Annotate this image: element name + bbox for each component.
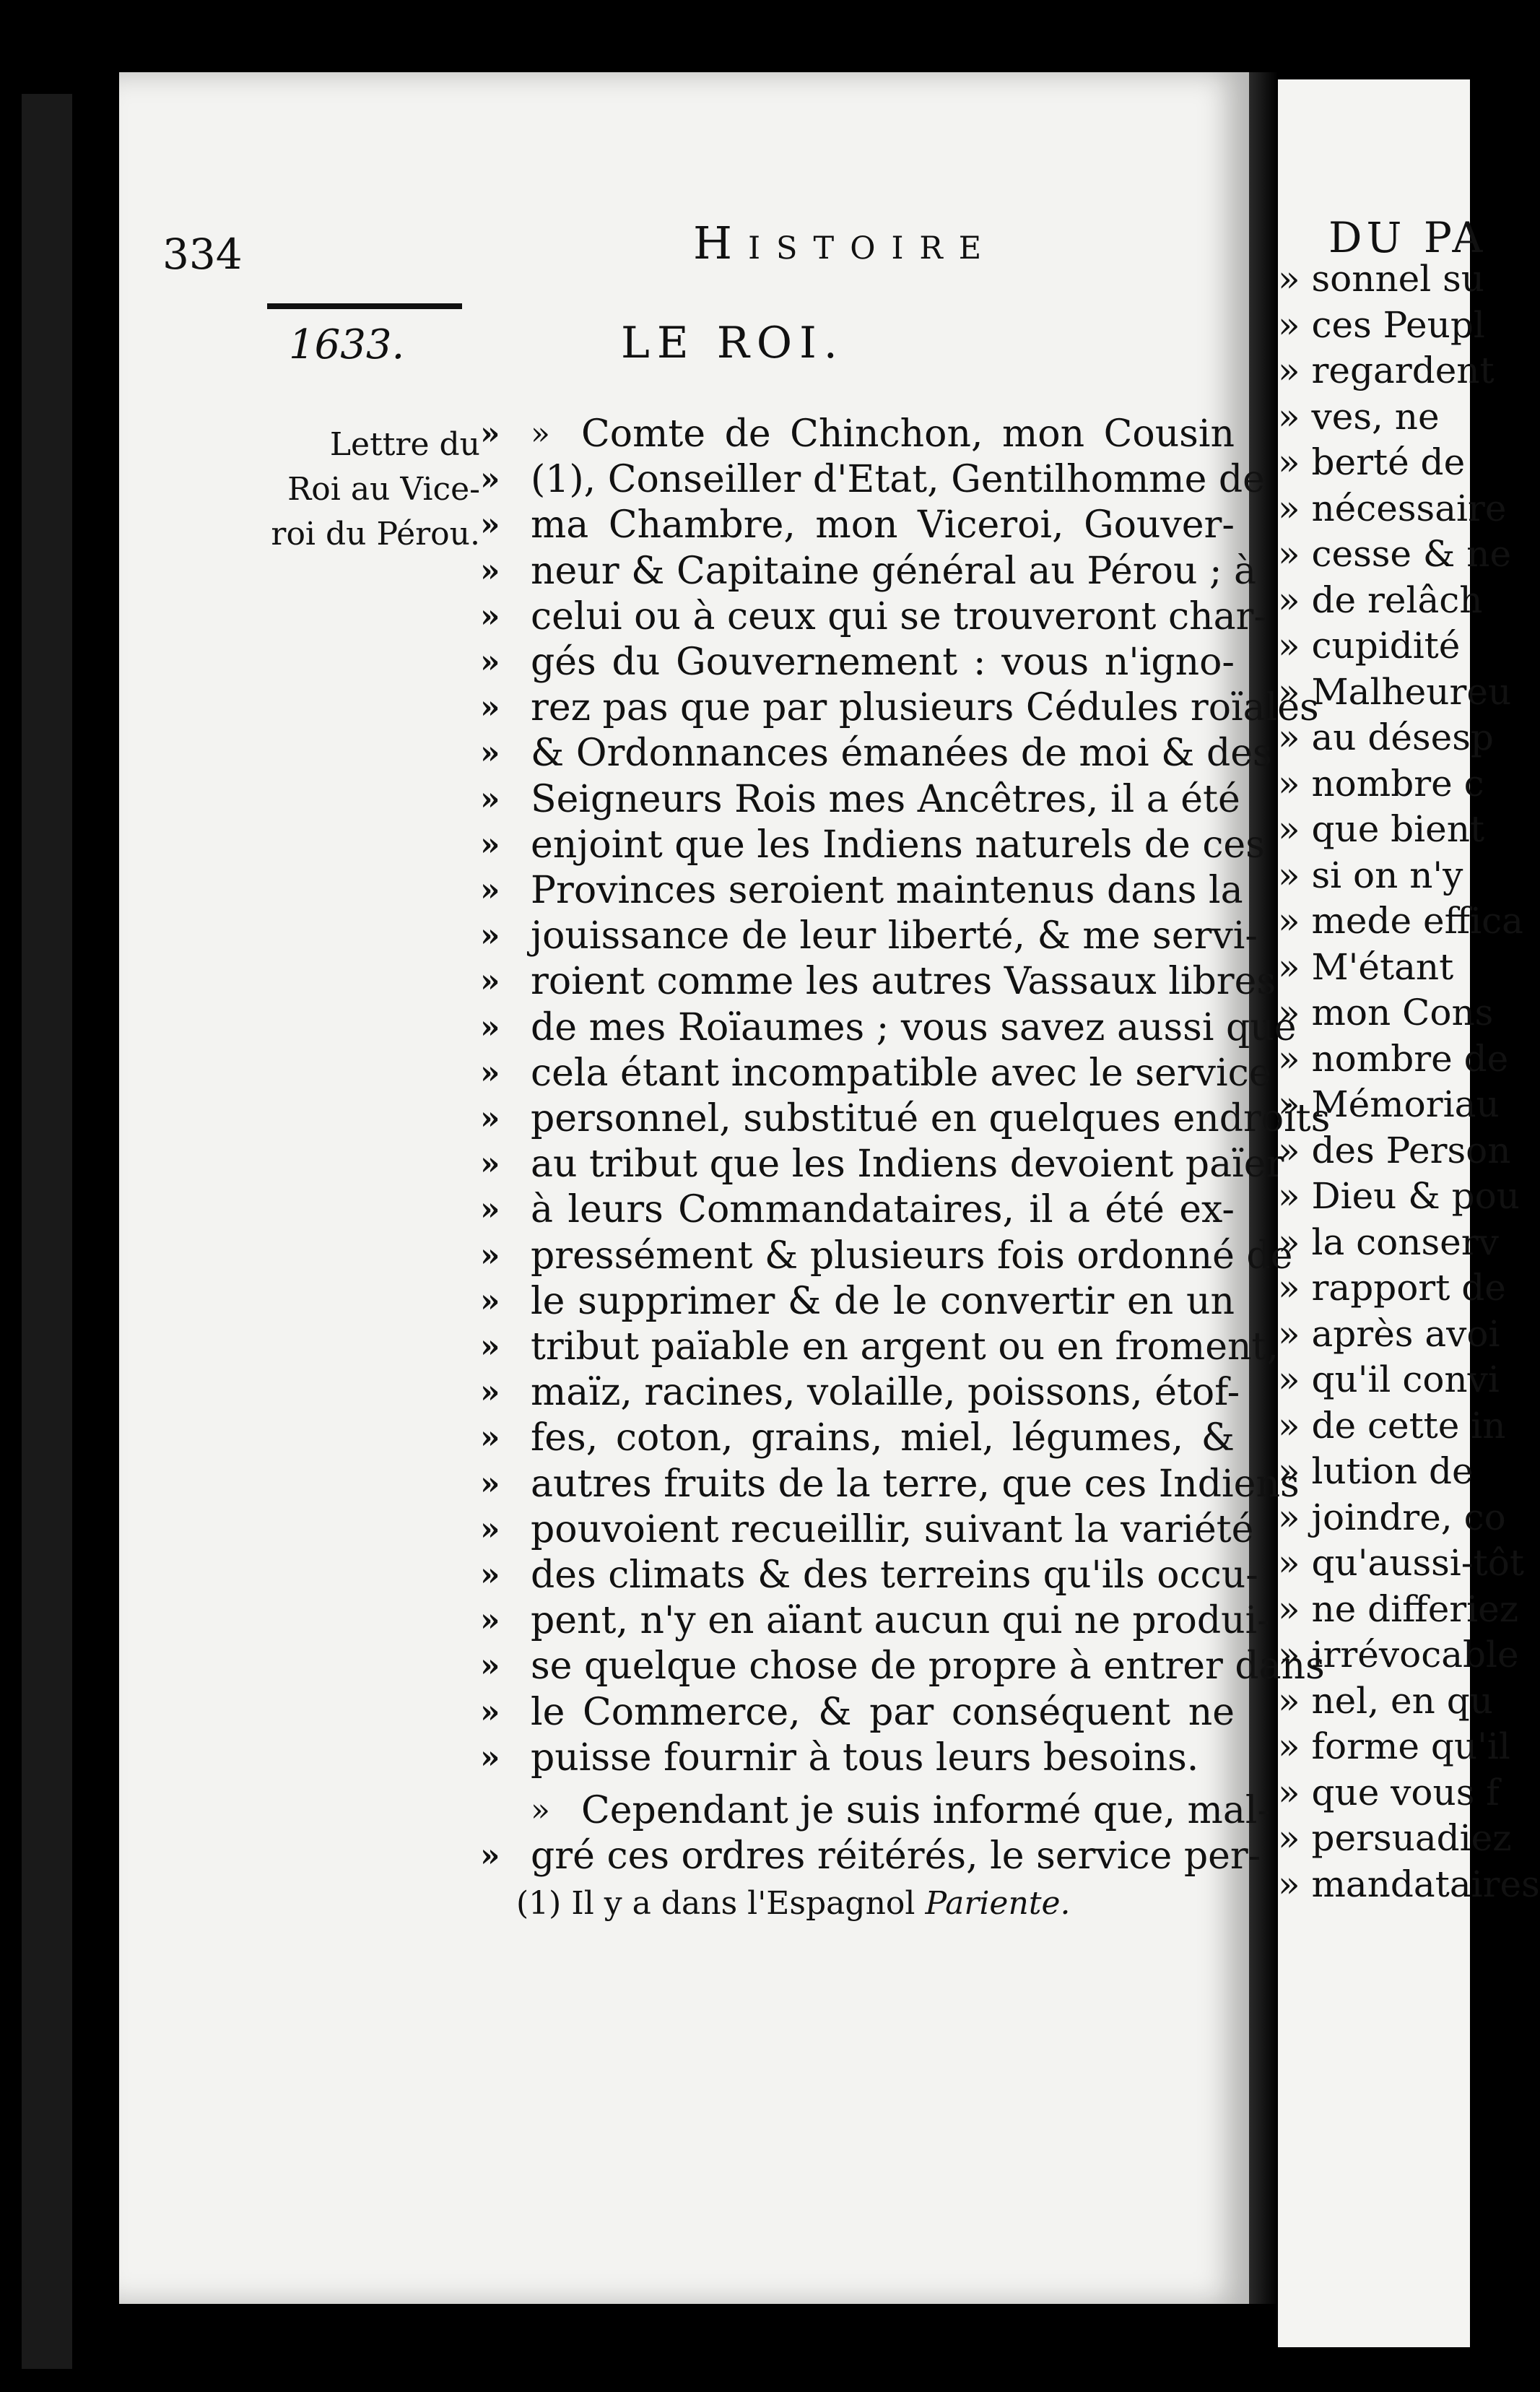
quote-mark: » (480, 1374, 500, 1411)
right-page-line: » des Person (1278, 1129, 1511, 1171)
quote-mark: » (480, 461, 500, 498)
quote-mark: » (480, 1693, 500, 1730)
body-line: de mes Roïaumes ; vous savez aussi que (531, 1005, 1297, 1049)
quote-mark: » (480, 644, 500, 680)
body-line: gés du Gouvernement : vous n'igno- (531, 641, 1235, 684)
quote-mark: » (480, 1556, 500, 1593)
body-line: roient comme les autres Vassaux libres (531, 960, 1276, 1004)
section-heading: LE ROI. (621, 318, 845, 368)
right-page-line: » Mémoriau (1278, 1083, 1500, 1125)
body-line: se quelque chose de propre à entrer dans (531, 1644, 1325, 1689)
body-line: des climats & des terreins qu'ils occu- (531, 1554, 1258, 1597)
body-line: tribut païable en argent ou en froment, (531, 1325, 1279, 1369)
right-page-line: » de cette in (1278, 1404, 1506, 1447)
margin-note-line: Roi au Vice- (287, 471, 480, 508)
quote-mark: » (480, 963, 500, 1000)
quote-mark: » (480, 1419, 500, 1457)
right-page-line: » Dieu & pou (1278, 1175, 1520, 1217)
quote-mark: » (480, 1054, 500, 1091)
body-line: neur & Capitaine général au Pérou ; à (531, 549, 1257, 593)
body-line: cela étant incompatible avec le service (531, 1051, 1271, 1095)
running-title: Histoire (693, 217, 998, 269)
right-page-line: » forme qu'il (1278, 1725, 1510, 1767)
quote-mark: » (480, 1191, 500, 1228)
quote-mark: » (480, 1100, 500, 1137)
right-page-line: » nombre de (1278, 1037, 1509, 1080)
body-line: jouissance de leur liberté, & me servi- (531, 914, 1258, 958)
margin-year: 1633. (289, 321, 405, 368)
body-line: fes, coton, grains, miel, légumes, & (531, 1416, 1235, 1460)
right-page-line: » que vous f (1278, 1771, 1500, 1814)
right-page-line: » cesse & ne (1278, 533, 1512, 575)
body-line: Provinces seroient maintenus dans la (531, 869, 1243, 912)
body-line: le Commerce, & par conséquent ne (531, 1690, 1235, 1734)
margin-note-line: Lettre du (329, 426, 480, 463)
right-page-line: » ne differiez (1278, 1587, 1519, 1630)
right-page-line: » ces Peupl (1278, 303, 1485, 346)
right-page-line: » berté de (1278, 441, 1466, 483)
right-page-line: » mede effica (1278, 900, 1523, 942)
body-line: pouvoient recueillir, suivant la variété (531, 1507, 1254, 1551)
body-line: personnel, substitué en quelques endroits (531, 1097, 1331, 1140)
body-line: Cependant je suis informé que, mal- (581, 1789, 1271, 1832)
right-page-line: » M'étant (1278, 945, 1454, 988)
footnote-marker: (1) (516, 1885, 562, 1922)
quote-mark: » (480, 1647, 500, 1685)
right-page-line: » après avoi (1278, 1312, 1500, 1355)
right-page-line: » mon Cons (1278, 992, 1494, 1034)
quote-mark: » (480, 1236, 500, 1274)
body-line: & Ordonnances émanées de moi & des (531, 732, 1272, 776)
quote-mark: » (480, 1008, 500, 1046)
quote-mark (480, 1788, 523, 1833)
body-line: ma Chambre, mon Viceroi, Gouver- (531, 503, 1235, 547)
body-line: Comte de Chinchon, mon Cousin (581, 412, 1235, 456)
quote-mark: » (480, 1738, 500, 1776)
right-page-line: » de relâch (1278, 578, 1483, 621)
page-number: 334 (162, 230, 243, 279)
body-line: puisse fournir à tous leurs besoins. (531, 1736, 1199, 1780)
right-page-line: » persuadiez (1278, 1817, 1512, 1859)
right-page-line: » regardent (1278, 350, 1495, 391)
right-page-line: » cupidité (1278, 625, 1461, 667)
body-line: pent, n'y en aïant aucun qui ne produi- (531, 1599, 1270, 1643)
quote-mark: » (480, 1282, 500, 1320)
body-line: à leurs Commandataires, il a été ex- (531, 1188, 1235, 1232)
body-line: autres fruits de la terre, que ces Indiens (531, 1462, 1300, 1506)
footnote-italic: Pariente. (925, 1885, 1071, 1922)
quote-mark: » (480, 826, 500, 863)
body-line: (1), Conseiller d'Etat, Gentilhomme de (531, 458, 1265, 502)
body-line: au tribut que les Indiens devoient païer (531, 1143, 1284, 1187)
body-line: pressément & plusieurs fois ordonné de (531, 1234, 1293, 1278)
body-line: celui ou à ceux qui se trouveront char- (531, 594, 1267, 638)
quote-mark: » (480, 552, 500, 589)
quote-mark: » (480, 780, 500, 818)
quote-mark: » (480, 1837, 500, 1875)
opening-quote: » (531, 415, 550, 452)
right-page-line: » la conserv (1278, 1221, 1499, 1263)
right-page-line: » mandataires (1278, 1863, 1540, 1905)
body-line: rez pas que par plusieurs Cédules roïales (531, 686, 1319, 730)
right-page-line: » si on n'y (1278, 854, 1463, 896)
right-page-line: » nombre c (1278, 762, 1484, 805)
right-page-line: » sonnel su (1278, 258, 1484, 300)
quote-mark: » (480, 734, 500, 772)
right-page-line: » que bient (1278, 808, 1485, 850)
right-page-line: » joindre, co (1278, 1496, 1506, 1538)
quote-mark: » (480, 1602, 500, 1639)
quote-mark: » (480, 1510, 500, 1548)
opening-quote: » (531, 1792, 550, 1829)
quote-mark: » (480, 597, 500, 635)
body-line: maïz, racines, volaille, poissons, étof- (531, 1371, 1240, 1415)
body-line: enjoint que les Indiens naturels de ces (531, 823, 1265, 867)
body-line: gré ces ordres réitérés, le service per- (531, 1834, 1261, 1878)
right-page-line: » qu'aussi-tôt (1278, 1542, 1524, 1584)
footnote (516, 1885, 1071, 1922)
right-page-line: » irrévocable (1278, 1634, 1519, 1676)
quote-mark: » (480, 506, 500, 544)
quote-mark: » (480, 689, 500, 727)
quote-mark: » (480, 415, 500, 452)
right-page-line: » lution de (1278, 1450, 1474, 1492)
quote-mark: » (480, 872, 500, 909)
body-line: Seigneurs Rois mes Ancêtres, il a été (531, 777, 1240, 821)
right-page-running-head: DU PA (1328, 213, 1487, 262)
right-page-line: » au désesp (1278, 716, 1494, 758)
right-page-line: » ves, ne (1278, 395, 1440, 438)
quote-mark: » (480, 917, 500, 955)
quote-mark: » (480, 1145, 500, 1183)
right-page-line: » nel, en qu (1278, 1679, 1493, 1722)
right-page-line: » qu'il convi (1278, 1358, 1500, 1400)
right-page-line: » nécessaire (1278, 487, 1507, 529)
body-line: le supprimer & de le convertir en un (531, 1279, 1235, 1323)
right-page-line: » rapport de (1278, 1267, 1506, 1309)
margin-note-line: roi du Pérou. (271, 516, 480, 552)
footnote-text: Il y a dans l'Espagnol (571, 1885, 915, 1922)
quote-mark: » (480, 1465, 500, 1502)
right-page-line: » Malheureu (1278, 670, 1512, 713)
quote-mark: » (480, 1328, 500, 1365)
